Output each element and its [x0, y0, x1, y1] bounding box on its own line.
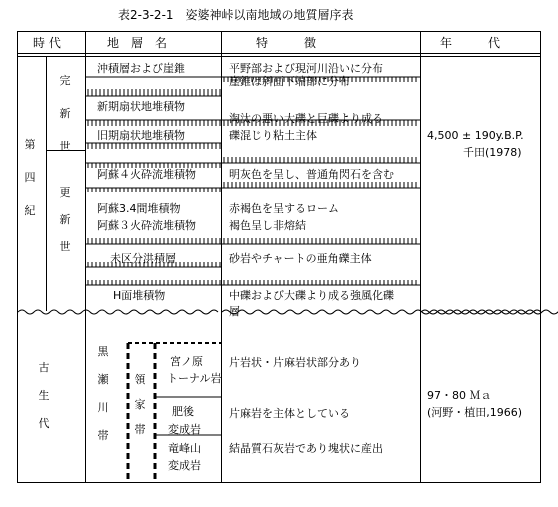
header-stratum: 地 層 名 [107, 36, 168, 50]
header-era: 時 代 [33, 36, 61, 50]
paleo-feature: 片岩状・片麻岩状部分あり [229, 356, 361, 369]
era-paleozoic: 古生代 [38, 361, 50, 430]
age-paleozoic-reference: (河野・植田,1966) [427, 406, 523, 419]
header-age: 年 代 [440, 36, 501, 50]
feature-text: 淘汰の悪い大礫と巨礫より成る [229, 112, 383, 125]
paleo-feature: 結晶質石灰岩であり塊状に産出 [229, 442, 383, 455]
stratum-name: H面堆積物 [113, 289, 166, 302]
paleo-name: トーナル岩 [167, 372, 222, 385]
feature-text: 崖錐は斜面下端部に分布 [229, 75, 350, 88]
feature-text: 赤褐色を呈するローム [229, 202, 339, 215]
stratum-name: 未区分洪積層 [110, 252, 176, 265]
feature-text: 中礫および大礫より成る強風化礫 [229, 289, 394, 302]
feature-text: 層 [229, 305, 240, 318]
age-reference: 千田(1978) [463, 146, 522, 159]
stratum-name: 沖積層および崖錐 [97, 62, 185, 75]
header-features: 特 徴 [256, 36, 317, 50]
table-title: 表2-3-2-1 姿婆神峠以南地域の地質層序表 [118, 8, 354, 22]
age-radiocarbon: 4,500 ± 190y.B.P. [427, 129, 524, 142]
paleo-name: 竜峰山 [168, 442, 201, 455]
stratum-name: 新期扇状地堆積物 [97, 100, 185, 113]
stratum-name: 旧期扇状地堆積物 [97, 129, 185, 142]
age-paleozoic: 97・80 Ｍａ [427, 389, 492, 402]
belt-ryoke: 領家帯 [134, 373, 146, 436]
feature-text: 平野部および現河川沿いに分布 [229, 62, 383, 75]
paleo-name: 肥後 [172, 405, 194, 418]
paleo-name: 変成岩 [168, 459, 201, 472]
paleo-name: 変成岩 [168, 423, 201, 436]
era-pleistocene: 更新世 [59, 186, 71, 253]
era-quaternary: 第四紀 [24, 138, 36, 217]
paleo-feature: 片麻岩を主体としている [229, 407, 350, 420]
feature-text: 砂岩やチャートの亜角礫主体 [229, 252, 372, 265]
feature-text: 褐色呈し非熔結 [229, 219, 306, 232]
feature-text: 明灰色を呈し、普通角閃石を含む [229, 168, 394, 181]
era-holocene: 完新世 [59, 74, 71, 153]
belt-kurose: 黒瀬川帯 [97, 345, 109, 442]
stratum-name: 阿蘇４火砕流堆積物 [97, 168, 196, 181]
feature-text: 礫混じり粘土主体 [229, 129, 317, 142]
stratum-name: 阿蘇３火砕流堆積物 [97, 219, 196, 232]
stratum-name: 阿蘇3.4間堆積物 [97, 202, 181, 215]
paleo-name: 宮ノ原 [170, 355, 203, 368]
